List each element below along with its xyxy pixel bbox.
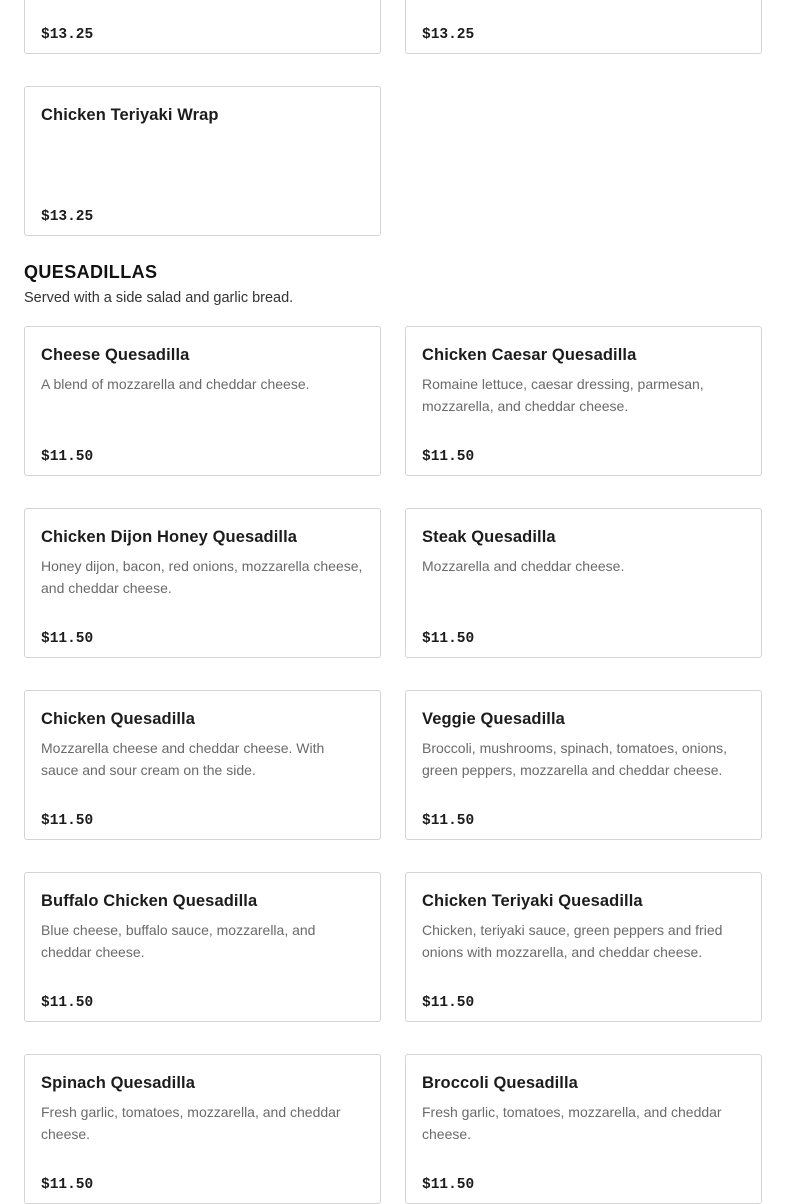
item-description: Romaine lettuce, caesar dressing, parmesan, mozzarella, and cheddar cheese. xyxy=(422,376,704,414)
item-price: $13.25 xyxy=(41,27,94,43)
item-name: Cheese Quesadilla xyxy=(41,346,190,364)
menu-item-card[interactable] xyxy=(405,872,762,1022)
menu-item-card[interactable] xyxy=(405,326,762,476)
item-description: Fresh garlic, tomatoes, mozzarella, and cheddar cheese. xyxy=(422,1104,722,1142)
item-description: Broccoli, mushrooms, spinach, tomatoes, onions, green peppers, mozzarella and cheddar cheese. xyxy=(422,740,728,778)
item-price: $11.50 xyxy=(41,813,94,829)
menu-item-card[interactable] xyxy=(24,508,381,658)
menu-item-card[interactable] xyxy=(24,690,381,840)
menu-item-card[interactable] xyxy=(405,508,762,658)
item-price: $11.50 xyxy=(422,631,475,647)
item-description: Fresh garlic, tomatoes, mozzarella, and cheddar cheese. xyxy=(41,1104,341,1142)
item-name: Chicken Caesar Quesadilla xyxy=(422,346,637,364)
item-description: Chicken, teriyaki sauce, green peppers and fried onions with mozzarella, and cheddar cheese. xyxy=(422,922,723,960)
menu-item-card[interactable] xyxy=(24,86,381,236)
item-price: $13.25 xyxy=(422,27,475,43)
item-price: $11.50 xyxy=(422,449,475,465)
item-price: $11.50 xyxy=(41,995,94,1011)
menu-item-card[interactable] xyxy=(24,0,381,54)
section-subtitle: Served with a side salad and garlic bread. xyxy=(24,290,294,306)
item-name: Chicken Dijon Honey Quesadilla xyxy=(41,528,298,546)
item-description: Honey dijon, bacon, red onions, mozzarella cheese, and cheddar cheese. xyxy=(41,558,363,596)
item-name: Veggie Quesadilla xyxy=(422,710,565,728)
item-name: Broccoli Quesadilla xyxy=(422,1074,578,1092)
item-price: $11.50 xyxy=(422,1177,475,1193)
menu-item-card[interactable] xyxy=(405,1054,762,1204)
menu-item-card[interactable] xyxy=(24,326,381,476)
item-price: $11.50 xyxy=(41,449,94,465)
item-price: $11.50 xyxy=(422,995,475,1011)
item-description: A blend of mozzarella and cheddar cheese. xyxy=(41,376,310,392)
item-price: $13.25 xyxy=(41,209,94,225)
item-name: Chicken Teriyaki Wrap xyxy=(41,106,219,124)
item-price: $11.50 xyxy=(41,631,94,647)
menu-item-card[interactable] xyxy=(405,0,762,54)
item-name: Steak Quesadilla xyxy=(422,528,556,546)
item-name: Chicken Quesadilla xyxy=(41,710,196,728)
item-description: Mozzarella and cheddar cheese. xyxy=(422,558,625,574)
item-name: Spinach Quesadilla xyxy=(41,1074,196,1092)
item-price: $11.50 xyxy=(41,1177,94,1193)
item-description: Mozzarella cheese and cheddar cheese. With sauce and sour cream on the side. xyxy=(41,740,325,778)
item-description: Blue cheese, buffalo sauce, mozzarella, and cheddar cheese. xyxy=(41,922,316,960)
item-name: Chicken Teriyaki Quesadilla xyxy=(422,892,643,910)
item-name: Buffalo Chicken Quesadilla xyxy=(41,892,258,910)
item-price: $11.50 xyxy=(422,813,475,829)
menu-item-card[interactable] xyxy=(405,690,762,840)
section-title: QUESADILLAS xyxy=(24,262,158,282)
menu-item-card[interactable] xyxy=(24,1054,381,1204)
menu-item-card[interactable] xyxy=(24,872,381,1022)
